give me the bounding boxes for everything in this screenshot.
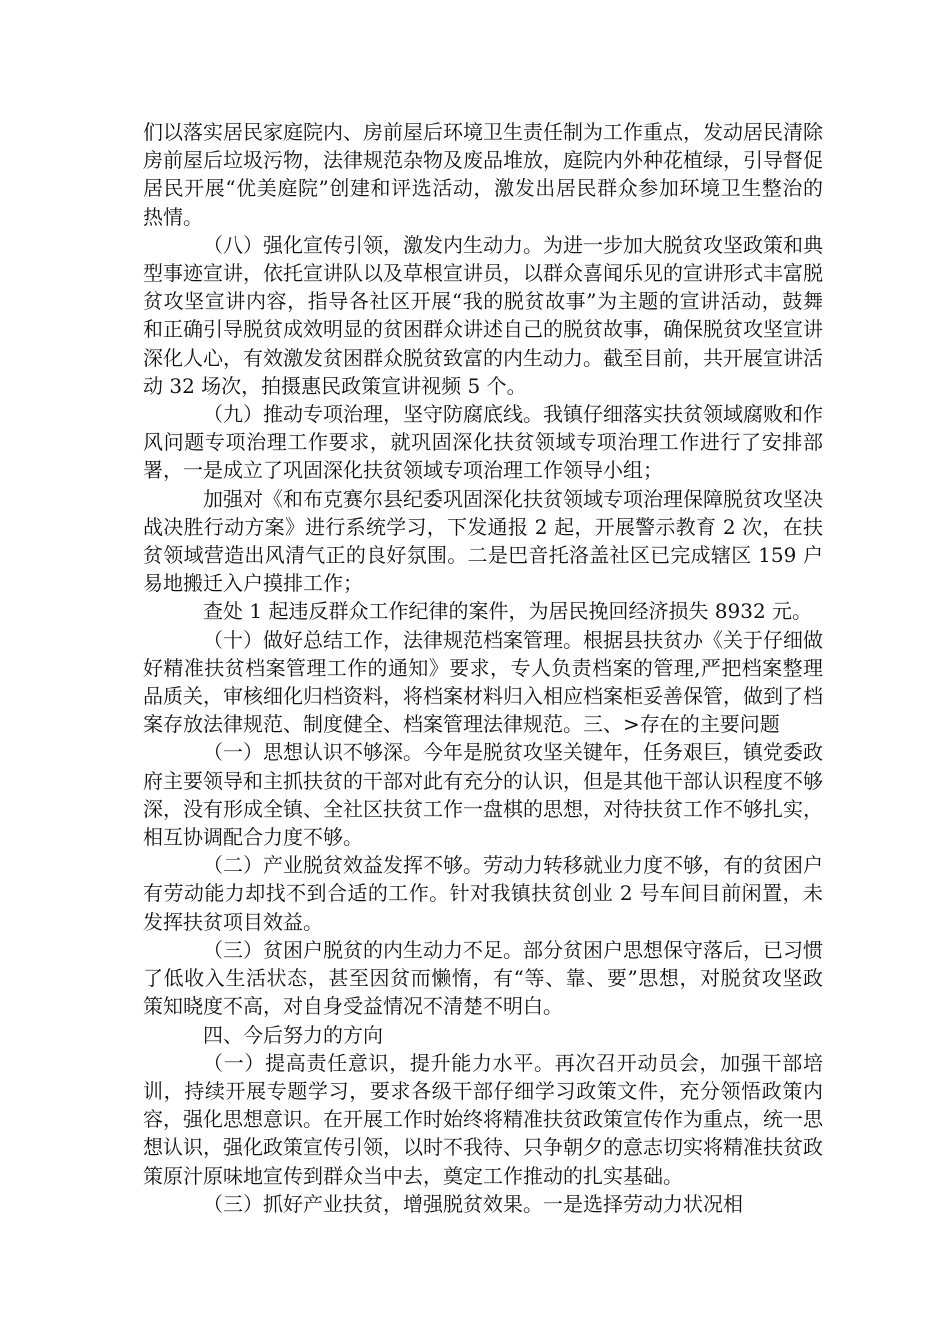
paragraph-continuation: 们以落实居民家庭院内、房前屋后环境卫生责任制为工作重点，发动居民清除房前屋后垃圾污物，法律规范杂物及废品堆放，庭院内外种花植绿，引导督促居民开展“优美庭院”创建和评选活动，激发出居民群众参加环境卫生整治的热情。 bbox=[143, 120, 823, 229]
paragraph-problem-1: （一）思想认识不够深。今年是脱贫攻坚关键年，任务艰巨，镇党委政府主要领导和主抓扶贫的干部对此有充分的认识，但是其他干部认识程度不够深，没有形成全镇、全社区扶贫工作一盘棋的思想，对待扶贫工作不够扎实，相互协调配合力度不够。 bbox=[143, 740, 823, 850]
section-heading-future-direction: 四、今后努力的方向 bbox=[203, 1022, 383, 1047]
paragraph-direction-3: （三）抓好产业扶贫，增强脱贫效果。一是选择劳动力状况相 bbox=[203, 1191, 743, 1216]
paragraph-study-plan: 加强对《和布克赛尔县纪委巩固深化扶贫领域专项治理保障脱贫攻坚决战决胜行动方案》进行系统学习，下发通报 2 起，开展警示教育 2 次，在扶贫领域营造出风清气正的良好氛围。二是巴音托洛盖社区已完成辖区 159 户易地搬迁入户摸排工作； bbox=[143, 486, 823, 596]
paragraph-section-9: （九）推动专项治理，坚守防腐底线。我镇仔细落实扶贫领域腐败和作风问题专项治理工作要求，就巩固深化扶贫领域专项治理工作进行了安排部署，一是成立了巩固深化扶贫领域专项治理工作领导小组； bbox=[143, 402, 823, 483]
paragraph-direction-1: （一）提高责任意识，提升能力水平。再次召开动员会，加强干部培训，持续开展专题学习，要求各级干部仔细学习政策文件，充分领悟政策内容，强化思想意识。在开展工作时始终将精准扶贫政策宣传作为重点，统一思想认识，强化政策宣传引领，以时不我待、只争朝夕的意志切实将精准扶贫政策原汁原味地宣传到群众当中去，奠定工作推动的扎实基础。 bbox=[143, 1050, 823, 1188]
document-body bbox=[143, 118, 823, 1218]
paragraph-problem-2: （二）产业脱贫效益发挥不够。劳动力转移就业力度不够，有的贫困户有劳动能力却找不到合适的工作。针对我镇扶贫创业 2 号车间目前闲置，未发挥扶贫项目效益。 bbox=[143, 853, 823, 934]
paragraph-section-10: （十）做好总结工作，法律规范档案管理。根据县扶贫办《关于仔细做好精准扶贫档案管理工作的通知》要求，专人负责档案的管理,严把档案整理品质关，审核细化归档资料，将档案材料归入相应档案柜妥善保管，做到了档案存放法律规范、制度健全、档案管理法律规范。三、>存在的主要问题 bbox=[143, 627, 823, 737]
paragraph-case-handling: 查处 1 起违反群众工作纪律的案件，为居民挽回经济损失 8932 元。 bbox=[203, 599, 813, 624]
paragraph-section-8: （八）强化宣传引领，激发内生动力。为进一步加大脱贫攻坚政策和典型事迹宣讲，依托宣讲队以及草根宣讲员，以群众喜闻乐见的宣讲形式丰富脱贫攻坚宣讲内容，指导各社区开展“我的脱贫故事”为主题的宣讲活动，鼓舞和正确引导脱贫成效明显的贫困群众讲述自己的脱贫故事，确保脱贫攻坚宣讲深化人心，有效激发贫困群众脱贫致富的内生动力。截至目前，共开展宣讲活动 32 场次，拍摄惠民政策宣讲视频 5 个。 bbox=[143, 232, 823, 398]
paragraph-problem-3: （三）贫困户脱贫的内生动力不足。部分贫困户思想保守落后，已习惯了低收入生活状态，甚至因贫而懒惰，有“等、靠、要”思想，对脱贫攻坚政策知晓度不高，对自身受益情况不清楚不明白。 bbox=[143, 937, 823, 1019]
